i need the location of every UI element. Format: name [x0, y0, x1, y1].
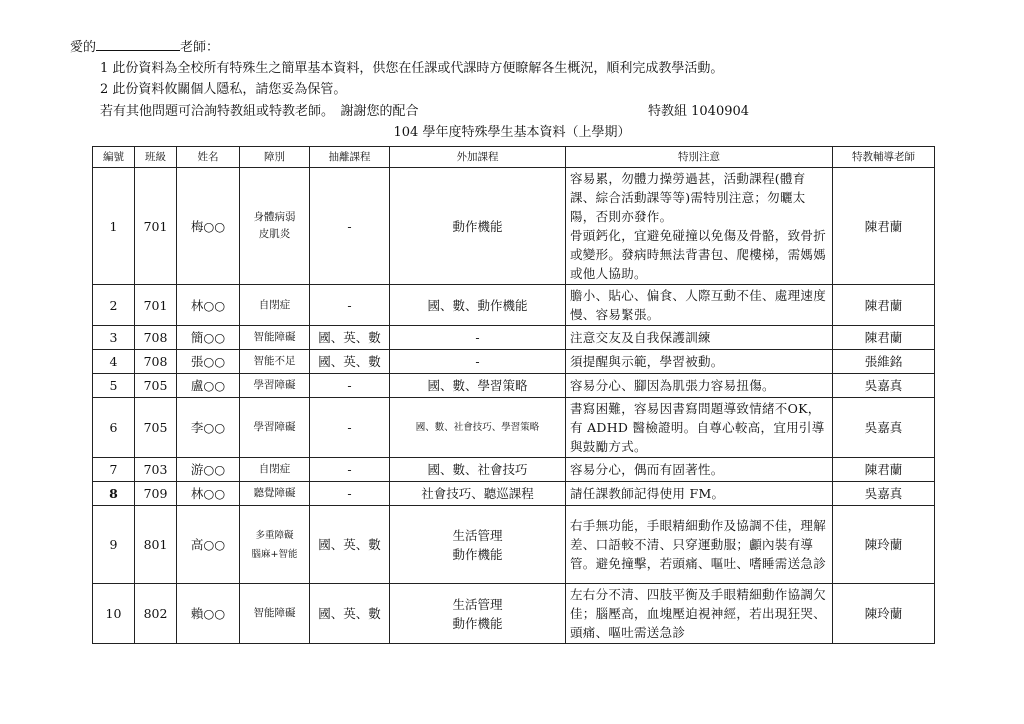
cell-name: 高○○ — [177, 506, 240, 584]
cell-teacher: 吳嘉真 — [833, 398, 935, 458]
cell-notes — [566, 482, 833, 506]
cell-teacher: 張維銘 — [833, 350, 935, 374]
note-line: 右手無功能，手眼精細動作及協調不佳，理解差、口語較不清、只穿運動服；顱內裝有導管。避免撞擊，若頭痛、嘔吐、嗜睡需送急診 — [570, 518, 827, 571]
cell-class: 708 — [135, 350, 177, 374]
cell-added — [390, 374, 566, 398]
col-header-number: 編號 — [93, 147, 135, 168]
note-1: 1 此份資料為全校所有特殊生之簡單基本資料，供您在任課或代課時方便瞭解各生概況，順利完成教學活動。 — [100, 61, 724, 76]
note-line: 請任課教師記得使用 FM。 — [570, 486, 725, 501]
note-line: 骨頭鈣化，宜避免碰撞以免傷及骨骼，致骨折或變形。發病時無法背書包、爬樓梯，需媽媽或他人協助。 — [570, 228, 827, 281]
cell-class: 708 — [135, 326, 177, 350]
cell-pullout: - — [310, 398, 390, 458]
table-row — [93, 350, 935, 374]
cell-disability — [240, 285, 310, 326]
disability-line: 多重障礙 — [255, 529, 294, 541]
disability-line: 身體病弱 — [253, 211, 296, 223]
table-row — [93, 326, 935, 350]
cell-pullout: - — [310, 374, 390, 398]
cell-class: 709 — [135, 482, 177, 506]
cell-disability — [240, 506, 310, 584]
cell-number: 3 — [93, 326, 135, 350]
note-line: 書寫困難，容易因書寫問題導致情緒不OK，有 ADHD 醫檢證明。自尊心較高，宜用引導與鼓勵方式。 — [570, 401, 825, 454]
cell-added — [390, 482, 566, 506]
added-line: - — [475, 354, 480, 369]
cell-teacher: 陳君蘭 — [833, 285, 935, 326]
table-title: 104 學年度特殊學生基本資料（上學期） — [393, 125, 631, 140]
added-line: 生活管理 — [452, 596, 503, 612]
table-row — [93, 374, 935, 398]
cell-pullout: - — [310, 458, 390, 482]
note-line: 須提醒與示範，學習被動。 — [570, 354, 724, 369]
cell-class: 701 — [135, 285, 177, 326]
cell-disability — [240, 168, 310, 285]
cell-number: 1 — [93, 168, 135, 285]
table-header-row — [93, 147, 935, 168]
added-line: 國、數、社會技巧 — [427, 462, 528, 477]
cell-number: 6 — [93, 398, 135, 458]
table-row — [93, 458, 935, 482]
added-line: 動作機能 — [452, 615, 503, 631]
cell-added — [390, 285, 566, 326]
cell-pullout: 國、英、數 — [310, 506, 390, 584]
added-line: 動作機能 — [452, 546, 503, 562]
cell-name: 林○○ — [177, 285, 240, 326]
col-header-disability: 障別 — [240, 147, 310, 168]
disability-line: 智能不足 — [253, 355, 296, 367]
table-row — [93, 482, 935, 506]
cell-added — [390, 506, 566, 584]
cell-number: 8 — [93, 482, 135, 506]
cell-disability — [240, 350, 310, 374]
salutation — [70, 38, 219, 57]
cell-number: 7 — [93, 458, 135, 482]
salutation-suffix: 老師： — [180, 40, 220, 55]
cell-added — [390, 350, 566, 374]
added-line: 生活管理 — [452, 527, 503, 543]
cell-name: 張○○ — [177, 350, 240, 374]
cell-class: 703 — [135, 458, 177, 482]
cell-pullout: 國、英、數 — [310, 584, 390, 644]
table-row — [93, 398, 935, 458]
added-line: 國、數、動作機能 — [427, 297, 528, 313]
note-line: 容易累，勿體力操勞過甚，活動課程(體育課、綜合活動課等等)需特別注意；勿曬太陽，否則亦發作。 — [570, 171, 806, 224]
table-row — [93, 285, 935, 326]
note-line: 容易分心、腳因為肌張力容易扭傷。 — [570, 378, 775, 393]
cell-number: 10 — [93, 584, 135, 644]
cell-notes — [566, 285, 833, 326]
cell-notes — [566, 458, 833, 482]
cell-class: 802 — [135, 584, 177, 644]
cell-teacher: 吳嘉真 — [833, 482, 935, 506]
cell-disability — [240, 458, 310, 482]
cell-disability — [240, 584, 310, 644]
salutation-prefix: 愛的 — [70, 40, 97, 55]
col-header-teacher: 特教輔導老師 — [833, 147, 935, 168]
cell-teacher: 陳玲蘭 — [833, 584, 935, 644]
cell-class: 705 — [135, 374, 177, 398]
note-2: 2 此份資料攸關個人隱私，請您妥為保管。 — [100, 82, 347, 97]
disability-line: 自閉症 — [258, 463, 291, 475]
cell-name: 林○○ — [177, 482, 240, 506]
col-header-added: 外加課程 — [390, 147, 566, 168]
cell-disability — [240, 482, 310, 506]
disability-line: 聽覺障礙 — [253, 487, 296, 499]
cell-notes — [566, 398, 833, 458]
added-line: 國、數、學習策略 — [427, 378, 528, 393]
cell-pullout: - — [310, 285, 390, 326]
cell-number: 4 — [93, 350, 135, 374]
cell-pullout: 國、英、數 — [310, 326, 390, 350]
cell-name: 游○○ — [177, 458, 240, 482]
cell-teacher: 吳嘉真 — [833, 374, 935, 398]
cell-notes — [566, 374, 833, 398]
note-line: 注意交友及自我保護訓練 — [570, 330, 711, 345]
table-row — [93, 506, 935, 584]
cell-pullout: - — [310, 168, 390, 285]
cell-disability — [240, 398, 310, 458]
note-line: 容易分心，偶而有固著性。 — [570, 462, 724, 477]
note-line: 左右分不清、四肢平衡及手眼精細動作協調欠佳；腦壓高，血塊壓迫視神經，若出現狂哭、頭痛、嘔吐需送急診 — [570, 587, 827, 640]
student-table — [92, 146, 935, 644]
cell-notes — [566, 168, 833, 285]
cell-name: 盧○○ — [177, 374, 240, 398]
note-3: 若有其他問題可洽詢特教組或特教老師。 謝謝您的配合 — [100, 104, 419, 119]
cell-class: 705 — [135, 398, 177, 458]
cell-teacher: 陳玲蘭 — [833, 506, 935, 584]
col-header-name: 姓名 — [177, 147, 240, 168]
added-line: 社會技巧、聽巡課程 — [421, 486, 534, 501]
cell-class: 701 — [135, 168, 177, 285]
disability-line: 學習障礙 — [253, 421, 296, 433]
cell-added — [390, 326, 566, 350]
cell-number: 9 — [93, 506, 135, 584]
cell-name: 簡○○ — [177, 326, 240, 350]
name-blank — [96, 38, 180, 51]
cell-teacher: 陳君蘭 — [833, 168, 935, 285]
col-header-class: 班級 — [135, 147, 177, 168]
cell-pullout: - — [310, 482, 390, 506]
cell-added — [390, 168, 566, 285]
added-line: - — [475, 330, 480, 345]
cell-name: 李○○ — [177, 398, 240, 458]
cell-disability — [240, 374, 310, 398]
cell-notes — [566, 584, 833, 644]
cell-teacher: 陳君蘭 — [833, 458, 935, 482]
document-reference: 特教組 1040904 — [648, 104, 750, 119]
cell-class: 801 — [135, 506, 177, 584]
added-line: 動作機能 — [452, 218, 503, 234]
cell-added — [390, 584, 566, 644]
disability-line: 自閉症 — [258, 298, 291, 311]
disability-line: 智能障礙 — [253, 607, 296, 619]
disability-line: 學習障礙 — [253, 379, 296, 391]
disability-line: 皮肌炎 — [258, 228, 291, 240]
cell-disability — [240, 326, 310, 350]
cell-number: 2 — [93, 285, 135, 326]
disability-line: 腦麻+智能 — [251, 548, 298, 560]
col-header-notes: 特別注意 — [566, 147, 833, 168]
note-line: 膽小、貼心、偏食、人際互動不佳、處理速度慢、容易緊張。 — [570, 288, 827, 322]
added-line: 國、數、社會技巧、學習策略 — [415, 422, 540, 433]
table-row — [93, 168, 935, 285]
cell-number: 5 — [93, 374, 135, 398]
cell-pullout: 國、英、數 — [310, 350, 390, 374]
cell-notes — [566, 326, 833, 350]
cell-notes — [566, 506, 833, 584]
disability-line: 智能障礙 — [253, 331, 296, 343]
cell-notes — [566, 350, 833, 374]
table-row — [93, 584, 935, 644]
cell-name: 梅○○ — [177, 168, 240, 285]
cell-added — [390, 458, 566, 482]
cell-added — [390, 398, 566, 458]
cell-name: 賴○○ — [177, 584, 240, 644]
col-header-pullout: 抽離課程 — [310, 147, 390, 168]
cell-teacher: 陳君蘭 — [833, 326, 935, 350]
